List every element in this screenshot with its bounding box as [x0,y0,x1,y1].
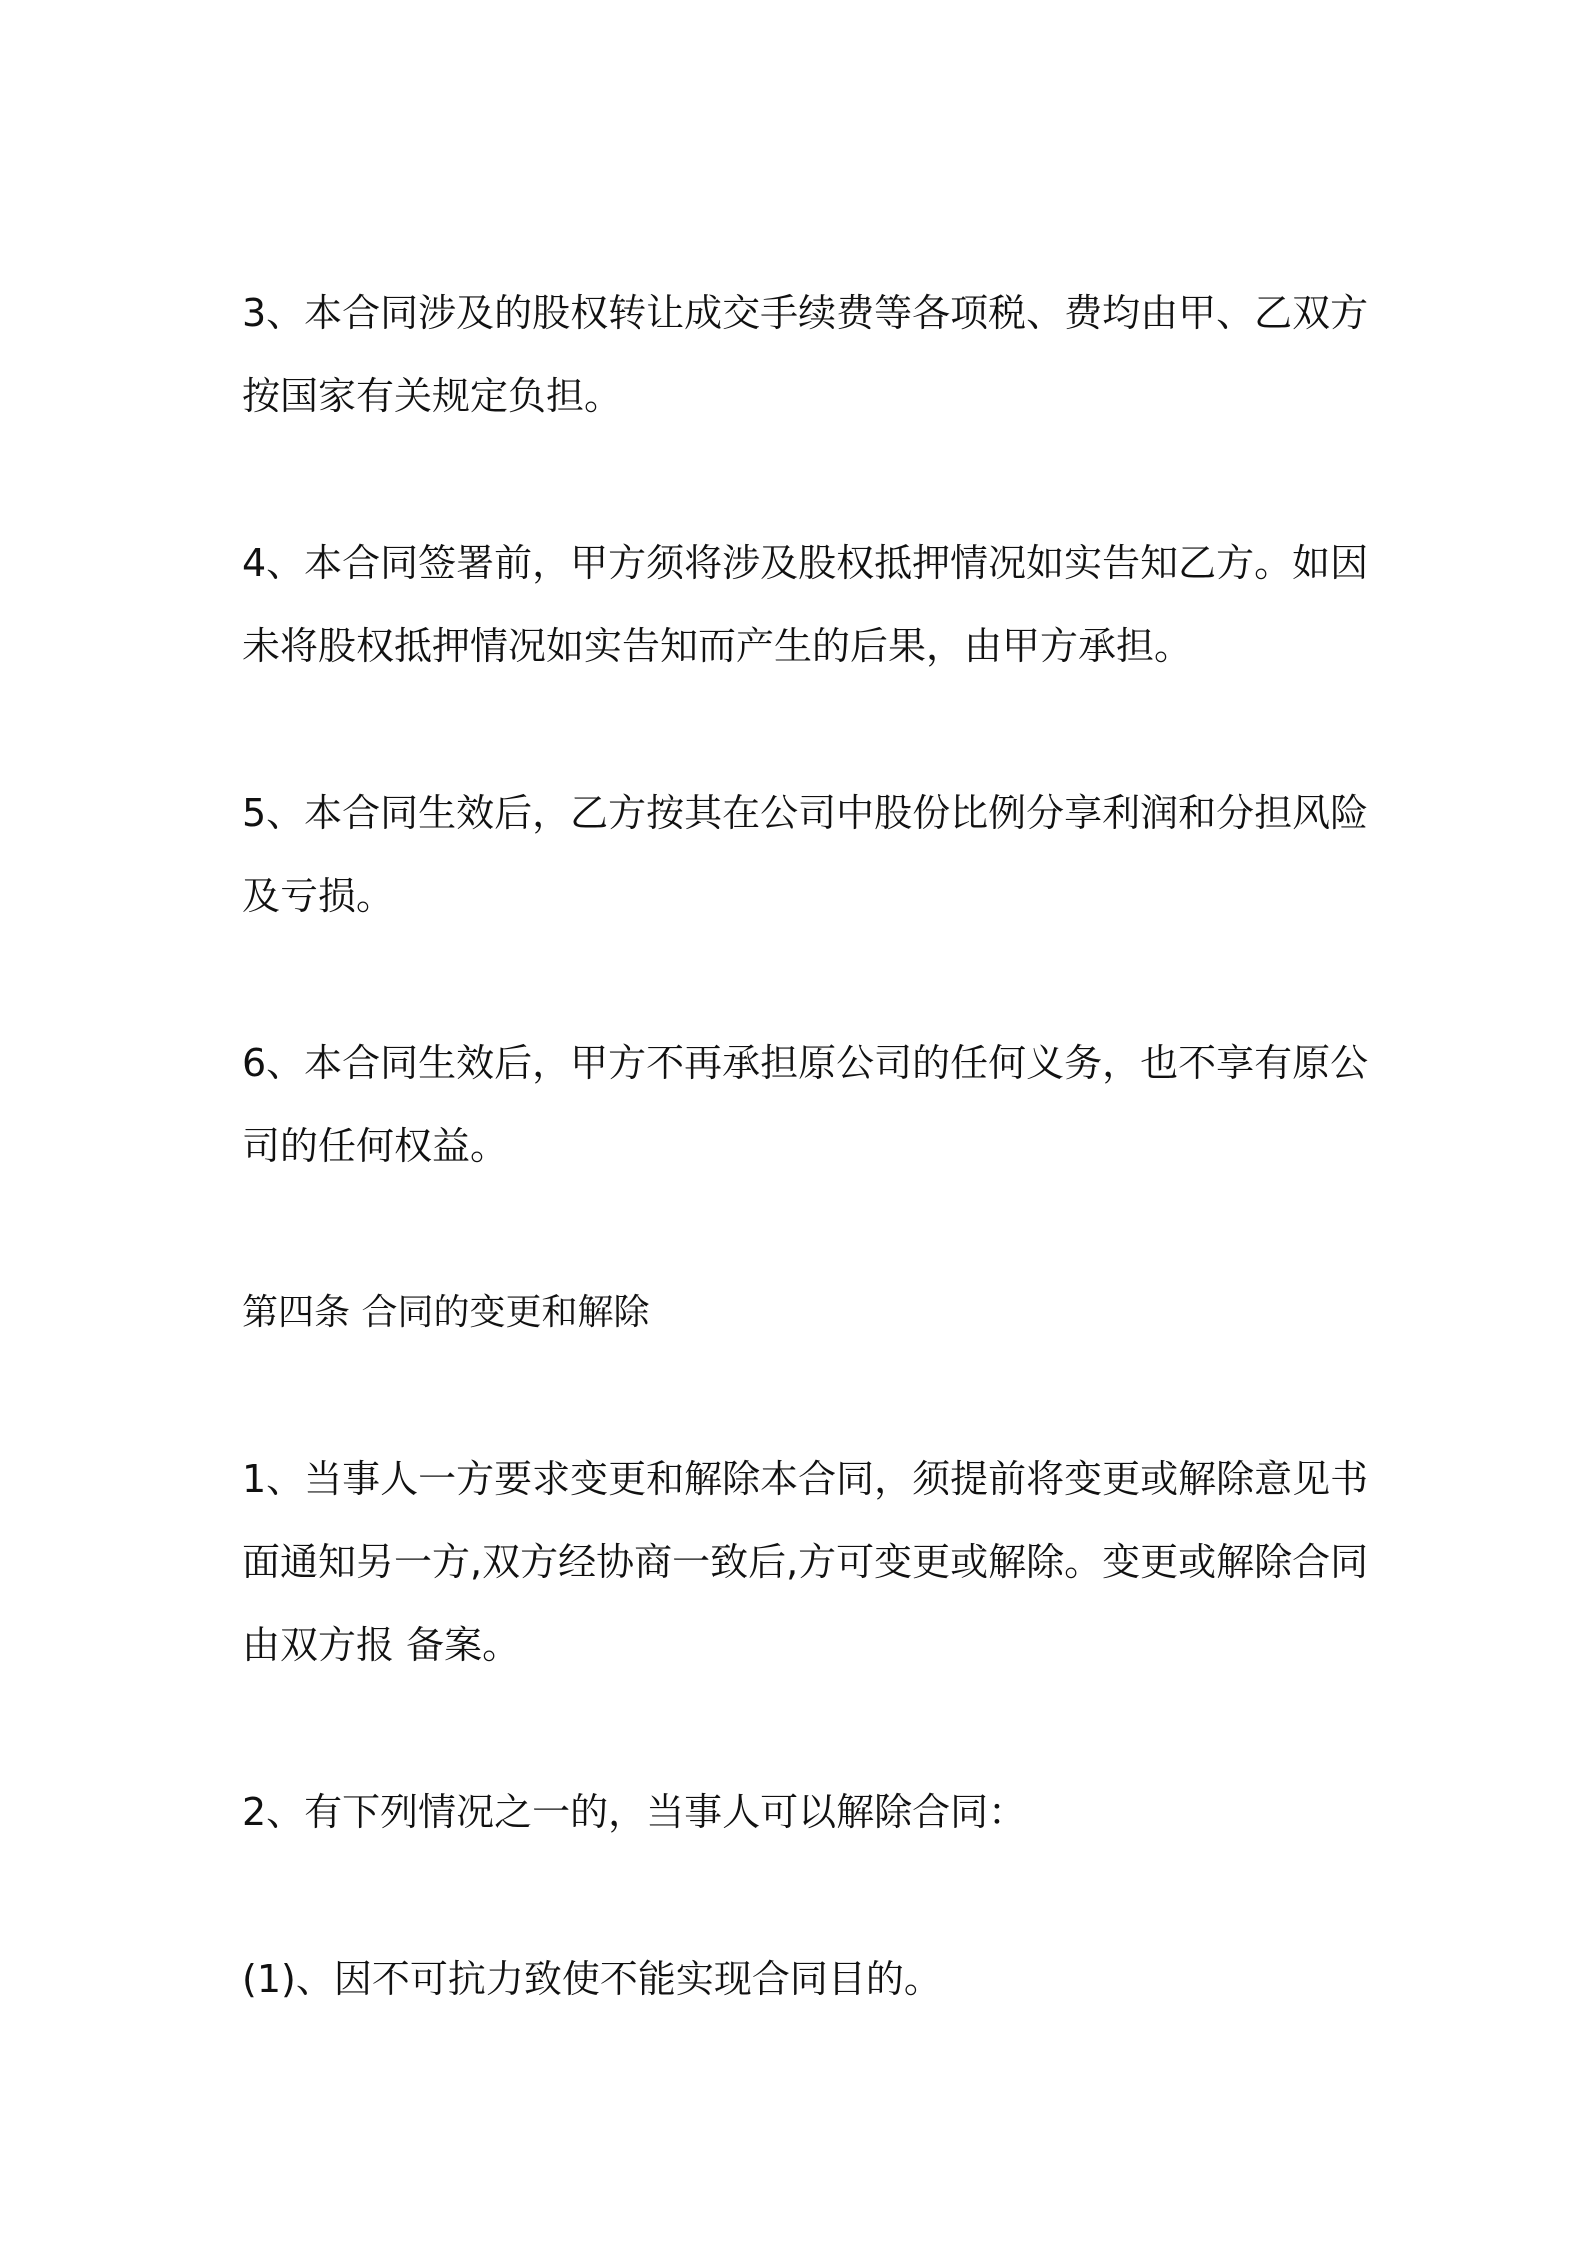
clause-4-line-1: 4、本合同签署前，甲方须将涉及股权抵押情况如实告知乙方。如因 [242,541,1369,585]
article-4-clause-1-line-3: 由双方报 备案。 [242,1623,521,1667]
clause-6-line-1: 6、本合同生效后，甲方不再承担原公司的任何义务，也不享有原公 [242,1041,1369,1085]
article-4-clause-1-line-1: 1、当事人一方要求变更和解除本合同，须提前将变更或解除意见书 [242,1457,1369,1501]
article-4-clause-2-item-1: (1)、因不可抗力致使不能实现合同目的。 [242,1957,942,2001]
clause-5-line-1: 5、本合同生效后，乙方按其在公司中股份比例分享利润和分担风险 [242,791,1369,835]
article-4-clause-2-line-1: 2、有下列情况之一的，当事人可以解除合同： [242,1790,1027,1834]
article-4-heading: 第四条 合同的变更和解除 [242,1292,650,1333]
clause-4-line-2: 未将股权抵押情况如实告知而产生的后果，由甲方承担。 [242,624,1193,668]
clause-6-line-2: 司的任何权益。 [242,1124,509,1168]
clause-5-line-2: 及亏损。 [242,874,395,918]
article-4-clause-1-line-2: 面通知另一方,双方经协商一致后,方可变更或解除。变更或解除合同 [242,1540,1369,1584]
clause-3-line-2: 按国家有关规定负担。 [242,374,623,418]
clause-3-line-1: 3、本合同涉及的股权转让成交手续费等各项税、费均由甲、乙双方 [242,291,1369,335]
